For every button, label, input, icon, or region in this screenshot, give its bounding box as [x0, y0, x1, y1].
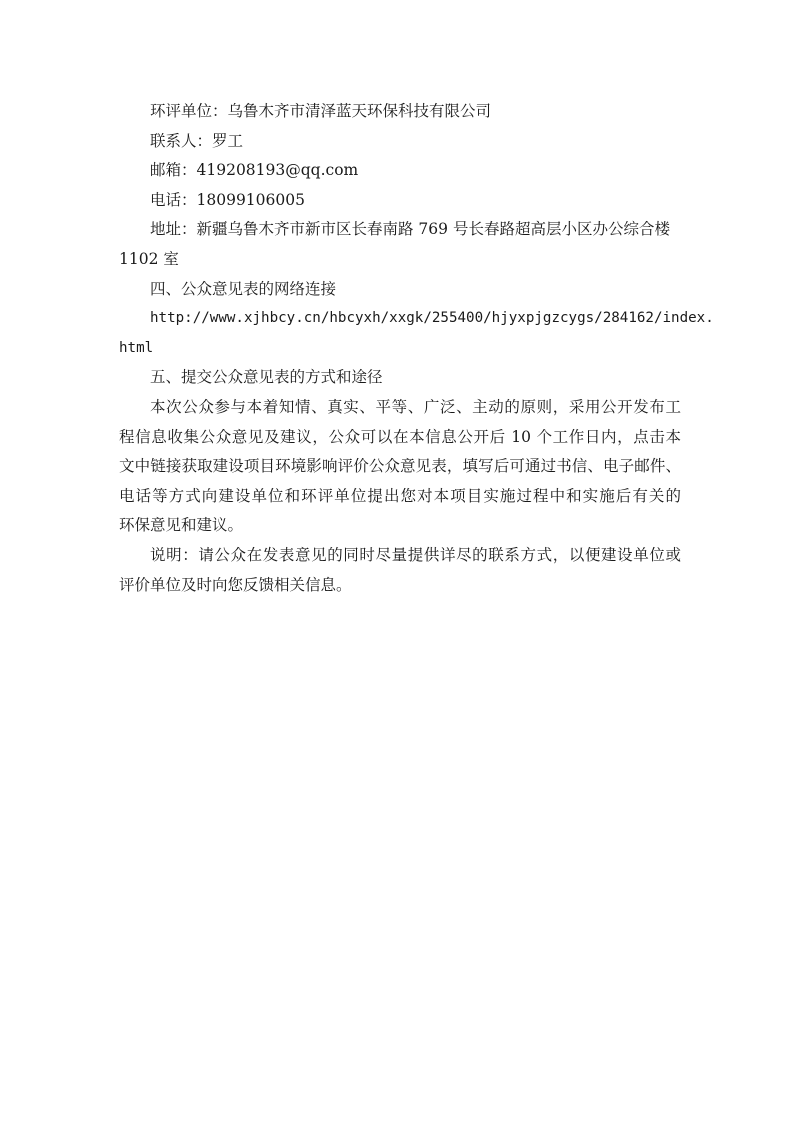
email-line: 邮箱：419208193@qq.com [150, 161, 359, 180]
section-4-heading: 四、公众意见表的网络连接 [150, 279, 337, 298]
survey-url-line-1[interactable]: http://www.xjhbcy.cn/hbcyxh/xxgk/255400/hjyxpjgzcygs/284162/index. [150, 310, 714, 327]
phone-line: 电话：18099106005 [150, 190, 305, 209]
section-5-paragraph-line-2: 程信息收集公众意见及建议，公众可以在本信息公开后 10 个工作日内，点击本 [119, 427, 681, 446]
note-line-2: 评价单位及时向您反馈相关信息。 [119, 575, 352, 594]
survey-url-line-2[interactable]: html [119, 339, 154, 356]
section-5-paragraph-line-3: 文中链接获取建设项目环境影响评价公众意见表，填写后可通过书信、电子邮件、 [119, 457, 681, 476]
section-5-heading: 五、提交公众意见表的方式和途径 [150, 368, 383, 387]
address-line-1: 地址：新疆乌鲁木齐市新市区长春南路 769 号长春路超高层小区办公综合楼 [150, 220, 670, 239]
note-line-1: 说明：请公众在发表意见的同时尽量提供详尽的联系方式，以便建设单位或 [150, 545, 681, 564]
eia-unit-line: 环评单位：乌鲁木齐市清泽蓝天环保科技有限公司 [150, 102, 492, 120]
document-body [119, 97, 714, 600]
contact-person-line: 联系人：罗工 [150, 131, 244, 150]
section-5-paragraph-line-5: 环保意见和建议。 [119, 516, 244, 535]
address-line-2: 1102 室 [119, 249, 179, 268]
section-5-paragraph-line-1: 本次公众参与本着知情、真实、平等、广泛、主动的原则，采用公开发布工 [150, 397, 681, 416]
section-5-paragraph-line-4: 电话等方式向建设单位和环评单位提出您对本项目实施过程中和实施后有关的 [119, 486, 681, 505]
